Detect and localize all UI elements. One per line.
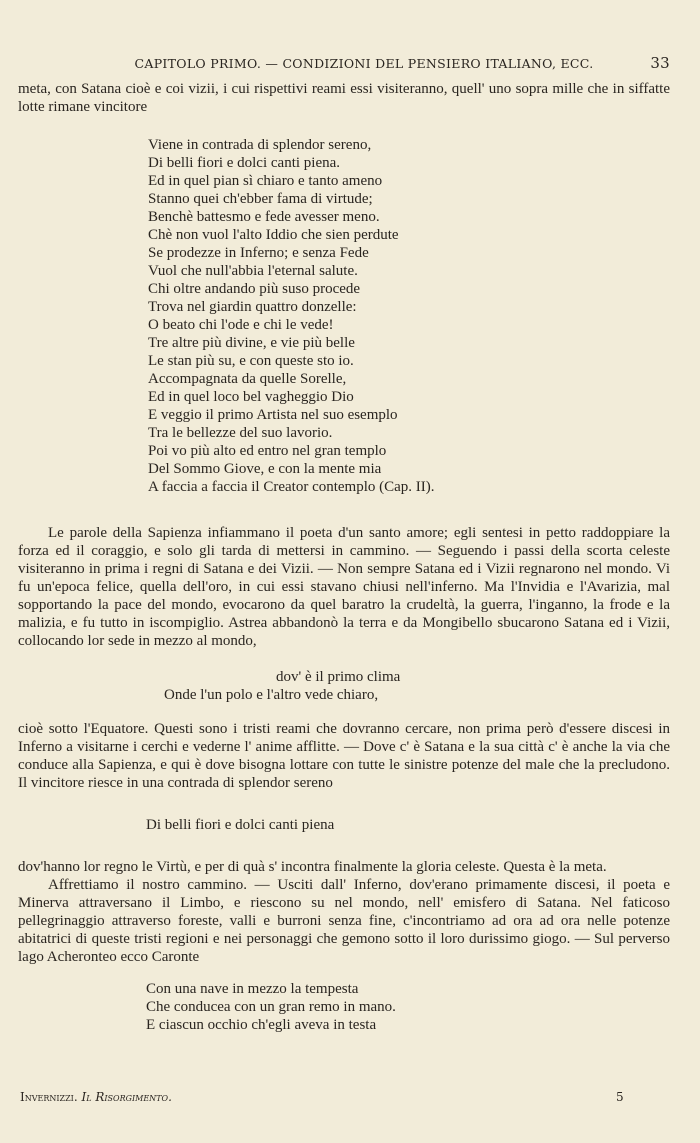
paragraph-5: Affrettiamo il nostro cammino. — Usciti dall' Inferno, dov'erano primamente discesi, il poeta e Minerva attraversano il Limbo, e riescono su nel mondo, nell' emisfero di Satana. Nel faticoso pellegrinaggio attraverso foreste, valli e burroni senza fine, c'incontriamo ad ora ad ora nelle potenze abitatrici di queste tristi regioni e nei personaggi che gemono sotto il loro durissimo giogo. — Sul perverso lago Acheronteo ecco Caronte bbox=[18, 877, 670, 965]
book-page bbox=[18, 0, 670, 1143]
verse-line: Trova nel giardin quattro donzelle: bbox=[148, 299, 357, 315]
running-header bbox=[18, 56, 670, 71]
verse-line: Di belli fiori e dolci canti piena. bbox=[148, 155, 341, 171]
verse-line: O beato chi l'ode e chi le vede! bbox=[148, 317, 334, 333]
signature-mark: 5 bbox=[616, 1090, 624, 1104]
verse-line: Ed in quel loco bel vagheggio Dio bbox=[148, 389, 354, 405]
verse-line: Se prodezze in Inferno; e senza Fede bbox=[148, 245, 369, 261]
verse-block-2 bbox=[164, 668, 670, 704]
verse-line: Chi oltre andando più suso procede bbox=[148, 281, 361, 297]
verse-line: Del Sommo Giove, e con la mente mia bbox=[148, 461, 382, 477]
paragraph-1: meta, con Satana cioè e coi vizii, i cui rispettivi reami essi visiteranno, quell' uno sopra mille che in siffatte lotte rimane vincitore bbox=[18, 81, 670, 115]
verse-line: Onde l'un polo e l'altro vede chiaro, bbox=[164, 687, 379, 703]
verse-line: Tra le bellezze del suo lavorio. bbox=[148, 425, 333, 441]
verse-line: A faccia a faccia il Creator contemplo (Cap. II). bbox=[148, 479, 435, 495]
verse-line: Stanno quei ch'ebber fama di virtude; bbox=[148, 191, 373, 207]
verse-line: Benchè battesmo e fede avesser meno. bbox=[148, 209, 380, 225]
verse-line: Vuol che null'abbia l'eternal salute. bbox=[148, 263, 358, 279]
verse-block-1 bbox=[148, 136, 670, 496]
verse-line: E ciascun occhio ch'egli aveva in testa bbox=[146, 1017, 377, 1033]
chapter-title: CAPITOLO PRIMO. — CONDIZIONI DEL PENSIERO ITALIANO, ECC. bbox=[134, 56, 594, 71]
page-number: 33 bbox=[650, 54, 670, 72]
verse-line: Le stan più su, e con queste sto io. bbox=[148, 353, 354, 369]
footer-author: Invernizzi. bbox=[20, 1090, 78, 1104]
footer-citation bbox=[20, 1090, 172, 1104]
verse-line: E veggio il primo Artista nel suo esemplo bbox=[148, 407, 398, 423]
verse-line: Tre altre più divine, e vie più belle bbox=[148, 335, 355, 351]
verse-line: Ed in quel pian sì chiaro e tanto ameno bbox=[148, 173, 383, 189]
verse-line: Chè non vuol l'alto Iddio che sien perdute bbox=[148, 227, 399, 243]
footer-work-title: Il Risorgimento. bbox=[81, 1090, 172, 1104]
paragraph-3: cioè sotto l'Equatore. Questi sono i tristi reami che dovranno cercare, non prima però d'essere discesi in Inferno a visitarne i cerchi e vederne l' anime afflitte. — Dove c' è Satana e la sua città c' è anche la via che conduce alla Sapienza, e qui è dove bisogna lottare con tutte le sinistre potenze del male che la precludono. Il vincitore riesce in una contrada di splendor sereno bbox=[18, 721, 670, 791]
verse-line: Con una nave in mezzo la tempesta bbox=[146, 981, 359, 997]
verse-line: dov' è il primo clima bbox=[276, 669, 401, 685]
paragraph-4: dov'hanno lor regno le Virtù, e per di quà s' incontra finalmente la gloria celeste. Questa è la meta. bbox=[18, 859, 607, 875]
verse-block-4 bbox=[146, 980, 670, 1034]
verse-line: Viene in contrada di splendor sereno, bbox=[148, 137, 372, 153]
paragraph-2: Le parole della Sapienza infiammano il poeta d'un santo amore; egli sentesi in petto raddoppiare la forza ed il coraggio, e solo gli tarda di mettersi in cammino. — Seguendo i passi della scorta celeste visiteranno in prima i regni di Satana e dei Vizii. — Non sempre Satana ed i Vizii regnarono nel mondo. Vi fu un'epoca felice, quella dell'oro, in cui essi stavano chiusi nell'inferno. Ma l'Invidia e l'Avarizia, mal sopportando la pace del mondo, evocarono da quel baratro la crudeltà, la guerra, l'inganno, la frode e la malizia, e fu tutto in iscompiglio. Astrea abbandonò la terra e da Mongibello sbucarono Satana ed i Vizii, collocando lor sede in mezzo al mondo, bbox=[18, 525, 670, 649]
verse-line: Poi vo più alto ed entro nel gran templo bbox=[148, 443, 387, 459]
verse-line: Che conducea con un gran remo in mano. bbox=[146, 999, 396, 1015]
page-body bbox=[18, 80, 670, 1034]
verse-line: Accompagnata da quelle Sorelle, bbox=[148, 371, 347, 387]
verse-block-3 bbox=[146, 816, 670, 834]
verse-line: Di belli fiori e dolci canti piena bbox=[146, 817, 335, 833]
